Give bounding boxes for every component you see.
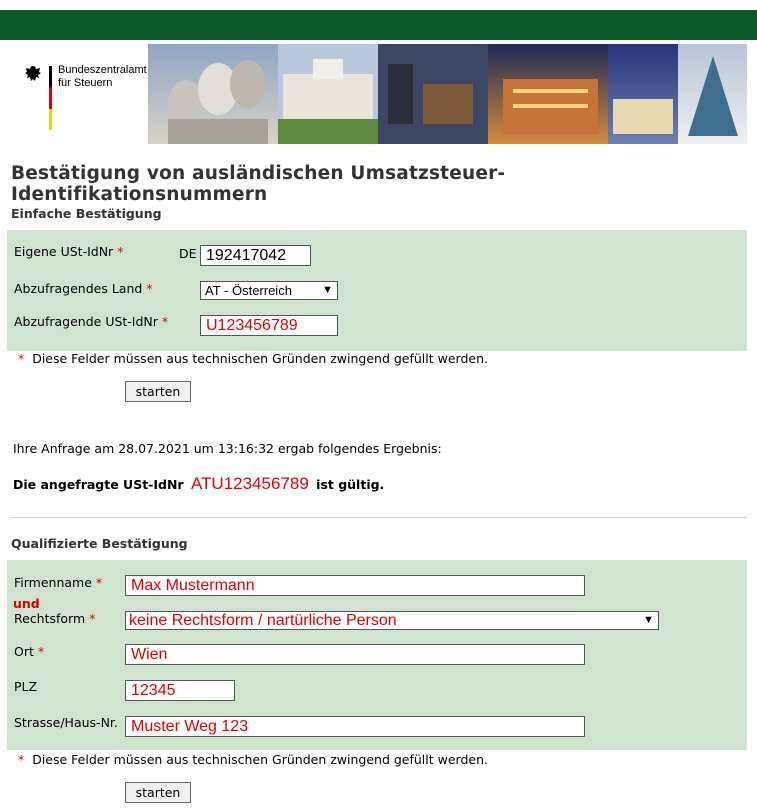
- legal-form-label: Rechtsform *: [14, 611, 96, 626]
- agency-logo[interactable]: [18, 62, 148, 142]
- agency-name: Bundeszentralamt für Steuern: [58, 64, 147, 89]
- city-label: Ort *: [14, 644, 45, 659]
- section-divider: [11, 517, 747, 518]
- zip-label: PLZ: [14, 679, 38, 694]
- german-flag-stripe: [49, 66, 52, 130]
- federal-eagle-icon: [22, 64, 44, 86]
- qualified-section-title: Qualifizierte Bestätigung: [11, 536, 188, 551]
- company-input[interactable]: Max Mustermann: [125, 575, 585, 596]
- zip-input[interactable]: 12345: [125, 680, 235, 701]
- company-label: Firmenname *: [14, 575, 103, 590]
- and-label: und: [13, 596, 40, 611]
- query-vat-label: Abzufragende USt-IdNr *: [14, 314, 169, 329]
- street-input[interactable]: Muster Weg 123: [125, 716, 585, 737]
- own-vat-input[interactable]: 192417042: [200, 245, 311, 266]
- simple-section-title: Einfache Bestätigung: [11, 206, 162, 221]
- chevron-down-icon: ▼: [322, 284, 333, 296]
- simple-required-note: * Diese Felder müssen aus technischen Gründen zwingend gefüllt werden.: [18, 351, 488, 366]
- qualified-start-button[interactable]: starten: [125, 782, 191, 803]
- query-info-text: Ihre Anfrage am 28.07.2021 um 13:16:32 ergab folgendes Ergebnis:: [13, 441, 442, 456]
- banner-photo-collage: [148, 44, 747, 144]
- country-label: Abzufragendes Land *: [14, 281, 153, 296]
- qualified-form-panel: [7, 560, 747, 750]
- top-green-bar: [0, 10, 757, 40]
- site-header: [0, 44, 757, 146]
- street-label: Strasse/Haus-Nr.: [14, 715, 118, 730]
- chevron-down-icon: ▼: [643, 614, 654, 626]
- simple-form-panel: [7, 230, 747, 351]
- city-input[interactable]: Wien: [125, 644, 585, 665]
- legal-form-select[interactable]: keine Rechtsform / nartürliche Person ▼: [125, 611, 659, 630]
- query-vat-input[interactable]: U123456789: [200, 315, 338, 336]
- result-line: Die angefragte USt-IdNr ATU123456789 ist gültig.: [13, 474, 385, 493]
- own-vat-prefix: DE: [179, 246, 197, 261]
- own-vat-label: Eigene USt-IdNr *: [14, 244, 124, 259]
- country-select[interactable]: AT - Österreich ▼: [200, 281, 338, 300]
- page-title: Bestätigung von ausländischen Umsatzsteuer-Identifikationsnummern: [11, 163, 506, 205]
- simple-start-button[interactable]: starten: [125, 381, 191, 402]
- qualified-required-note: * Diese Felder müssen aus technischen Gründen zwingend gefüllt werden.: [18, 752, 488, 767]
- result-vat-number: ATU123456789: [190, 474, 309, 493]
